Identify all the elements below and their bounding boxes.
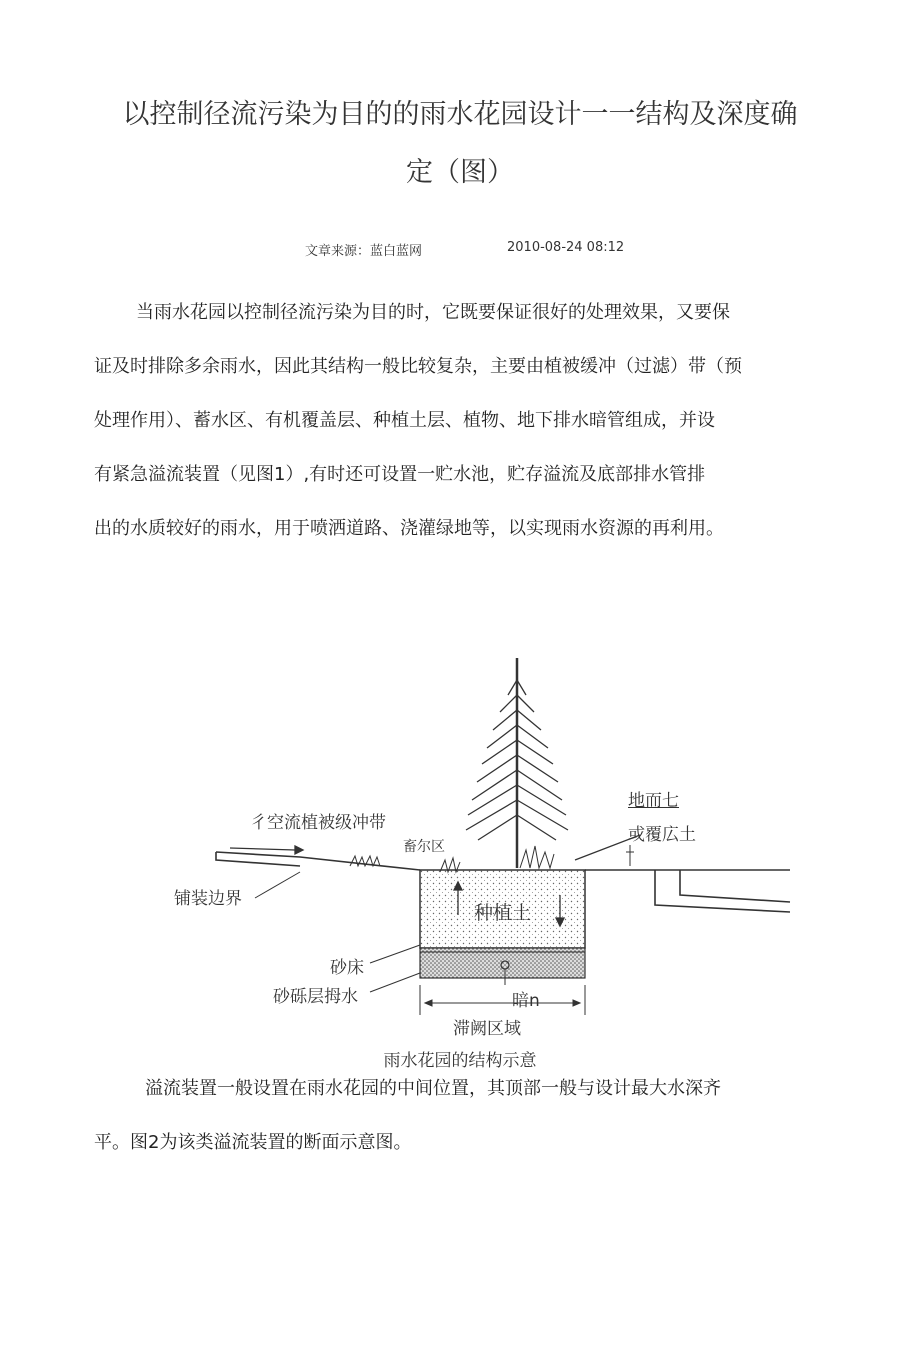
grass: [350, 846, 554, 872]
label-surface-top: 地而七: [628, 791, 679, 811]
label-drain: 暗n: [512, 991, 540, 1011]
label-paving-edge: 铺装边界: [174, 889, 242, 909]
label-sand-bed: 砂床: [330, 958, 364, 978]
paragraph-2-line-1: 溢流装置一般设置在雨水花园的中间位置，其顶部一般与设计最大水深齐: [145, 1078, 721, 1099]
title-line-2: 定（图）: [406, 157, 514, 188]
label-gravel-layer: 砂砾层拇水: [273, 987, 358, 1007]
label-retention-area: 滞阙区域: [453, 1019, 521, 1039]
paragraph-1-line-2: 证及时排除多余雨水，因此其结构一般比较复杂，主要由植被缓冲（过滤）带（预: [94, 356, 742, 377]
label-storage-zone: 畜尔区: [403, 839, 445, 855]
label-cover-soil: 或覆広土: [628, 825, 696, 845]
paragraph-2-line-2: 平。图2为该类溢流装置的断面示意图。: [94, 1132, 412, 1153]
paragraph-1-line-4: 有紧急溢流装置（见图1）,有时还可设置一贮水池，贮存溢流及底部排水管排: [94, 464, 706, 485]
paragraph-1-line-3: 处理作用）、蓄水区、有机覆盖层、种植土层、植物、地下排水暗管组成，并设: [94, 410, 715, 431]
figure-caption: 雨水花园的结构示意: [383, 1051, 537, 1071]
label-planting-soil: 种植土: [474, 902, 532, 924]
tree: [466, 658, 568, 868]
article-source: 文章来源：蓝白蓝网: [305, 244, 423, 259]
paragraph-1-line-1: 当雨水花园以控制径流污染为目的时，它既要保证很好的处理效果，又要保: [136, 302, 730, 323]
paragraph-1-line-5: 出的水质较好的雨水，用于喷洒道路、浇灌绿地等，以实现雨水资源的再利用。: [94, 518, 724, 539]
article-date: 2010-08-24 08:12: [507, 240, 625, 255]
title-line-1: 以控制径流污染为目的的雨水花园设计一一结构及深度确: [122, 99, 798, 130]
label-buffer-strip: 彳空流植被级冲带: [250, 813, 386, 833]
